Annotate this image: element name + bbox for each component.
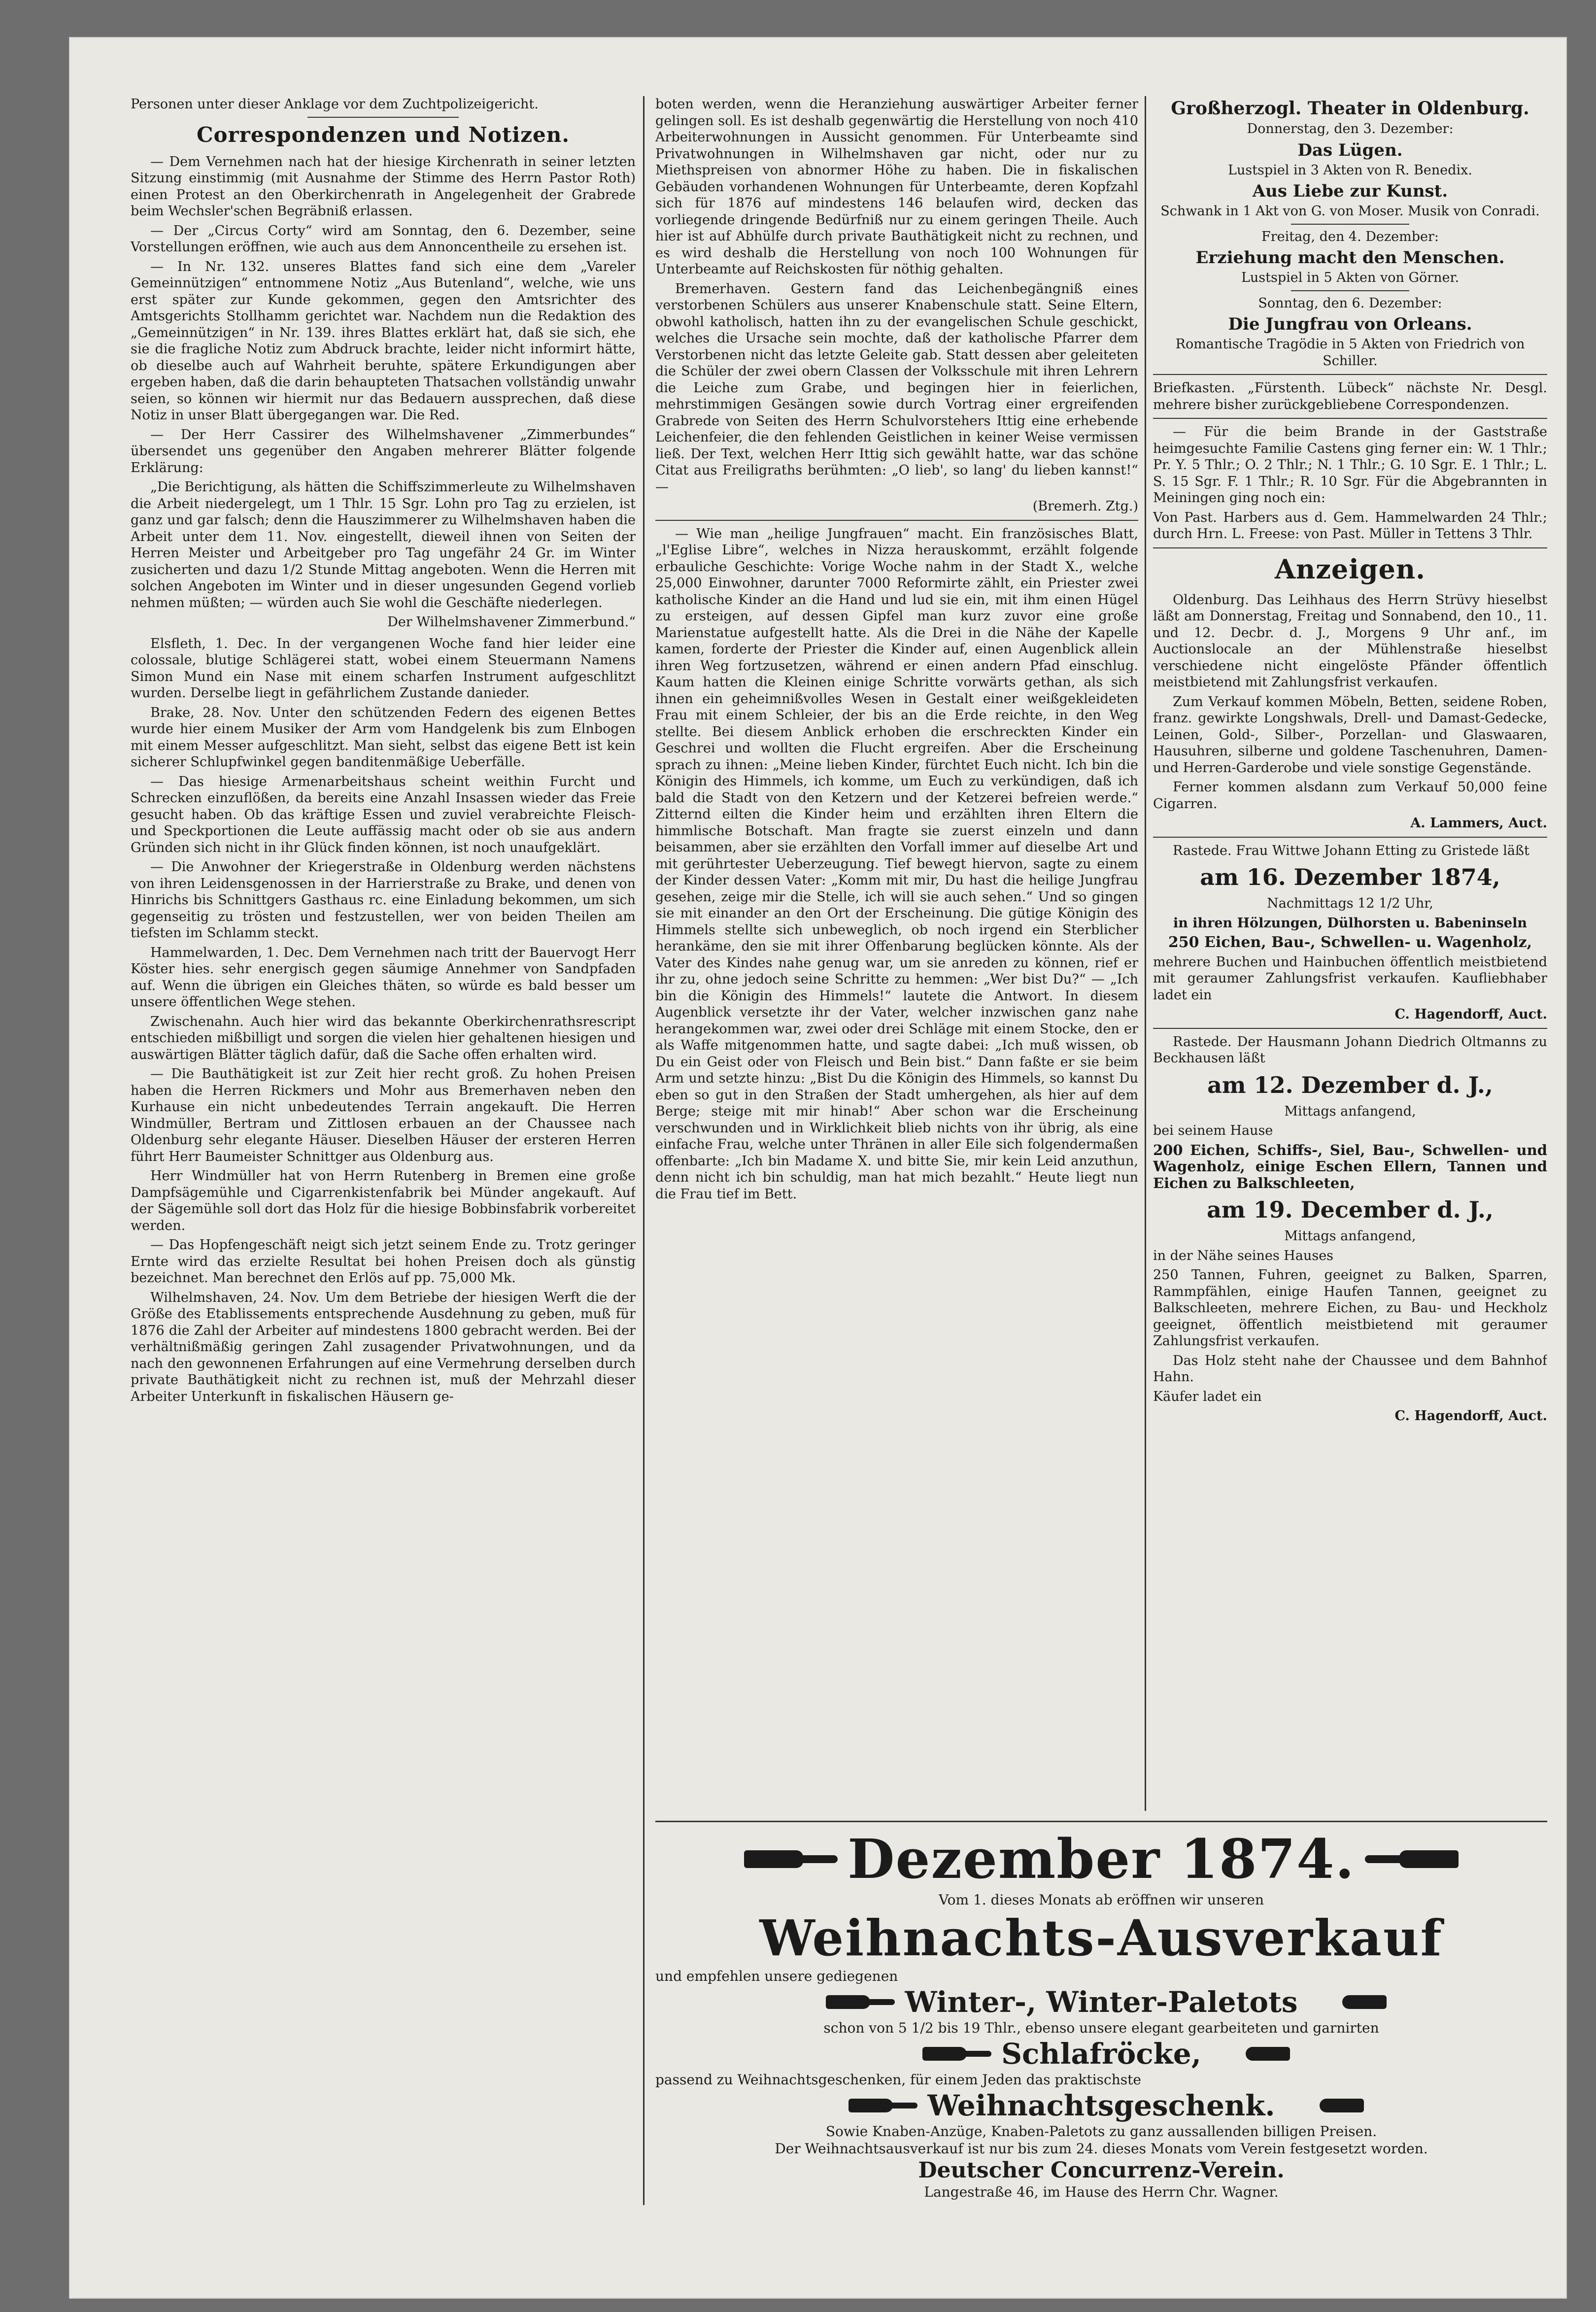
newspaper-page [69,37,1567,2299]
divider [655,520,1138,521]
divider [1153,837,1547,838]
ad-text: 200 Eichen, Schiffs-, Siel, Bau-, Schwellen- und Wagenholz, einige Eschen Ellern, Tannen und Eichen zu Balkschleeten, [1153,1141,1547,1191]
ad-date: am 12. Dezember d. J., [1207,1071,1493,1098]
ad-product-row [655,1985,1547,2019]
ad-text: Mittags anfangend, [1284,1103,1416,1119]
ad-text: mehrere Buchen und Hainbuchen öffentlich meistbietend mit geraumer Zahlungsfrist verkaufen. Kaufliebhaber ladet ein [1153,954,1547,1003]
ad-text: Zum Verkauf kommen Möbeln, Betten, seidene Roben, franz. gewirkte Longshwals, Drell- und Damast-Gedecke, Leinen, Gold-, Silber-, Porzellan- und Glaswaaren, Hausuhren, silberne und goldene Taschenuhren, Damen- und Herren-Garderobe und viele sonstige Gegenstände. [1153,694,1547,776]
donation-notice: — Für die beim Brande in der Gaststraße heimgesuchte Familie Castens ging ferner ein: W. 1 Thlr.; Pr. Y. 5 Thlr.; O. 2 Thlr.; N. 1 Thlr.; G. 10 Sgr. E. 1 Thlr.; L. S. 15 Sgr. F. 1 Thlr.; R. 10 Sgr. Für die Abgebrannten in Meiningen ging noch ein: [1153,424,1547,506]
ad-text: 250 Eichen, Bau-, Schwellen- u. Wagenholz, [1168,934,1532,951]
ad-text: 250 Tannen, Fuhren, geeignet zu Balken, Sparren, Rammpfählen, einige Haufen Tannen, geeignet zu Balkschleeten, mehrere Eichen, zu Bau- und Heckholz geeignet, öffentlich meistbietend mit geraumer Zahlungsfrist verkaufen. [1153,1267,1547,1349]
ad-signature: C. Hagendorff, Auct. [1394,1408,1547,1424]
article-paragraph: — Die Bauthätigkeit ist zur Zeit hier recht groß. Zu hohen Preisen haben die Herren Rickmers und Mohr aus Bremerhaven neben den Kurhause ein nicht unbedeutendes Terrain angekauft. Die Herren Windmüller, Bertram und Zittlosen erbauen an der Chaussee nach Oldenburg sehr elegante Häuser. Dieselben Häuser der ersteren Herren führt Herr Baumeister Schnittger aus Oldenburg aus. [131,1066,636,1164]
divider [1153,374,1547,375]
play-title: Aus Liebe zur Kunst. [1252,181,1448,201]
article-paragraph: — Der „Circus Corty“ wird am Sonntag, den 6. Dezember, seine Vorstellungen eröffnen, wie auch aus dem Annoncentheile zu ersehen ist. [131,223,636,255]
column-left [131,96,636,2200]
article-paragraph: Wilhelmshaven, 24. Nov. Um dem Betriebe der hiesigen Werft die der Größe des Etablissements entsprechende Ausdehnung zu geben, muß für 1876 die Zahl der Arbeiter auf mindestens 1800 gebracht werden. Bei der verhältnißmäßig geringen Zahl zusagender Privatwohnungen, und da nach den gewonnenen Erfahrungen auf eine Vermehrung derselben durch private Bauthätigkeit nicht zu rechnen ist, muß der Mehrzahl dieser Arbeiter Unterkunft in fiskalischen Häusern ge- [131,1290,636,1404]
divider [655,1821,1547,1822]
article-paragraph: — Dem Vernehmen nach hat der hiesige Kirchenrath in seiner letzten Sitzung einstimmig (mit Ausnahme der Stimme des Herrn Pastor Roth) einen Protest an den Oberkirchenrath in Angelegenheit der Grabrede beim Wechsler'schen Begräbniß erlassen. [131,154,636,219]
ad-address: Langestraße 46, im Hause des Herrn Chr. Wagner. [924,2184,1279,2200]
article-paragraph: Brake, 28. Nov. Unter den schützenden Federn des eigenen Bettes wurde hier einem Musiker der Arm vom Handgelenk bis zum Elnbogen mit einem Messer aufgeschlitzt. Man sieht, selbst das eigene Bett ist kein sicherer Schlupfwinkel gegen banditenmäßige Ueberfälle. [131,705,636,770]
article-source: (Bremerh. Ztg.) [1032,499,1138,514]
ad-text: in der Nähe seines Hauses [1153,1248,1334,1263]
ad-signature: A. Lammers, Auct. [1410,816,1547,831]
divider [1153,547,1547,548]
december-advertisement [655,1821,1547,2294]
pointing-hand-right-icon [922,2043,991,2065]
pointing-hand-right-icon [849,2095,917,2116]
ad-text: Rastede. Frau Wittwe Johann Etting zu Gristede läßt [1173,843,1529,858]
pointing-hand-left-icon [1211,2043,1280,2065]
ad-text: Mittags anfangend, [1284,1228,1416,1244]
divider [1153,418,1547,419]
play-info: Schwank in 1 Akt von G. von Moser. Musik von Conradi. [1160,204,1540,219]
column-rule-2 [1145,96,1146,1811]
article-paragraph: Zwischenahn. Auch hier wird das bekannte Oberkirchenrathsrescript entschieden mißbilligt und sorgen die vielen hier gehaltenen hiesigen und auswärtigen Blätter täglich dafür, daß die Sache offen erhalten wird. [131,1014,636,1062]
play-info: Lustspiel in 3 Akten von R. Benedix. [1228,162,1472,178]
ad-line: Sowie Knaben-Anzüge, Knaben-Paletots zu ganz aussallenden billigen Preisen. [825,2123,1377,2140]
article-paragraph: boten werden, wenn die Heranziehung auswärtiger Arbeiter ferner gelingen soll. Es ist deshalb gegenwärtig die Herstellung von noch 410 Arbeiterwohnungen in Aussicht genommen. Für Unterbeamte sind Privatwohnungen in Wilhelmshaven gar nicht, oder nur zu Miethspreisen von abnormer Höhe zu haben. Die in fiskalischen Gebäuden vorhandenen Wohnungen für Unterbeamte, deren Kopfzahl sich für 1876 auf mindestens 146 belaufen wird, decken das vorliegende dringende Bedürfniß nur zu einem geringen Theile. Auch hier ist auf Abhülfe durch private Bauthätigkeit nicht zu rechnen, und es wird deshalb die Herstellung von noch 100 Wohnungen für Unterbeamte auf Reichskosten für nöthig gehalten. [655,97,1138,277]
pointing-hand-left-icon [1285,2095,1354,2116]
divider [1291,290,1409,291]
ad-text: Oldenburg. Das Leihhaus des Herrn Strüvy hieselbst läßt am Donnerstag, Freitag und Sonnabend, den 10., 11. und 12. Decbr. d. J., Morgens 9 Uhr anf., im Auctionslocale an der Mühlenstraße hieselbst verschiedene nicht eingelöste Pfänder öffentlich meistbietend mit Zahlungsfrist verkaufen. [1153,592,1547,690]
play-info: Romantische Tragödie in 5 Akten von Friedrich von Schiller. [1175,337,1525,369]
ad-text: Ferner kommen alsdann zum Verkauf 50,000 feine Cigarren. [1153,780,1547,812]
play-info: Lustspiel in 5 Akten von Görner. [1241,270,1460,285]
pointing-hand-right-icon [826,1991,895,2013]
ad-product-row [655,2037,1547,2071]
ad-product-row [655,2089,1547,2122]
article-paragraph: — Der Herr Cassirer des Wilhelmshavener „Zimmerbundes“ übersendet uns gegenüber den Angaben mehrerer Blätter folgende Erklärung: [131,427,636,476]
article-paragraph: — Die Anwohner der Kriegerstraße in Oldenburg werden nächstens von ihren Leidensgenossen in der Harrierstraße zu Brake, und denen von Hinrichs bis Schnittgers Gasthaus rc. eine Einladung bekommen, um sich gegenseitig zu trösten und festzustellen, wer von beiden Theilen am tiefsten im Schlamm steckt. [131,859,636,941]
divider [1153,1028,1547,1029]
ad-text: Das Holz steht nahe der Chaussee und dem Bahnhof Hahn. [1153,1353,1547,1385]
column-rule-1 [643,96,645,2205]
column-middle [655,96,1138,1845]
article-paragraph: — In Nr. 132. unseres Blattes fand sich eine dem „Vareler Gemeinnützigen“ entnommene Notiz „Aus Butenland“, welche, wie uns erst später zur Kunde gekommen, gegen den Amtsrichter des Amtsgerichts Stollhamm gerichtet war. Nachdem nun die Redaktion des „Gemeinnützigen“ in Nr. 139. ihres Blattes erklärt hat, daß sie sich, ehe sie die fragliche Notiz zum Abdruck brachte, leider nicht informirt hätte, ob dieselbe auch auf Wahrheit beruhte, spätere Erkundigungen aber ergeben haben, daß die darin behaupteten Thatsachen vollständig unwahr seien, so können wir hiermit nur das Bedauern aussprechen, daß diese Notiz in unser Blatt übergegangen war. Die Red. [131,259,636,423]
ad-signature: C. Hagendorff, Auct. [1394,1007,1547,1022]
article-paragraph: Herr Windmüller hat von Herrn Rutenberg in Bremen eine große Dampfsägemühle und Cigarrenkistenfabrik bei Münder angekauft. Auf der Sägemühle soll dort das Holz für die hiesige Bobbinsfabrik vorbereitet werden. [131,1168,636,1233]
pointing-hand-right-icon [744,1844,838,1874]
article-paragraph: — Das Hopfengeschäft neigt sich jetzt seinem Ende zu. Trotz geringer Ernte wird das erzielte Resultat bei hohen Preisen doch als günstig bezeichnet. Man berechnet den Erlös auf pp. 75,000 Mk. [131,1237,636,1286]
ad-title: Dezember 1874. [848,1827,1355,1891]
ad-title-row [655,1827,1547,1891]
section-heading: Correspondenzen und Notizen. [197,122,570,147]
divider [1291,224,1409,225]
ad-product: Schlafröcke, [1001,2037,1201,2071]
theater-date: Sonntag, den 6. Dezember: [1258,295,1442,311]
ads-heading: Anzeigen. [1275,553,1426,585]
ad-line: passend zu Weihnachtsgeschenken, für einem Jeden das praktischste [655,2072,1141,2088]
ad-text: bei seinem Hause [1153,1123,1273,1138]
column-right [1153,96,1547,1845]
intro-text: Personen unter dieser Anklage vor dem Zuchtpolizeigericht. [131,97,539,112]
ad-headline: Weihnachts-Ausverkauf [759,1909,1443,1967]
article-signature: Der Wilhelmshavener Zimmerbund.“ [387,614,636,630]
ad-date: am 16. Dezember 1874, [1200,864,1500,890]
article-paragraph: — Wie man „heilige Jungfrauen“ macht. Ein französisches Blatt, „l'Eglise Libre“, welches in Nizza herauskommt, erzählt folgende erbauliche Geschichte: Vorige Woche nahm in der Stadt X., welche 25,000 Einwohner, darunter 7000 Reformirte zählt, ein Priester zwei katholische Kinder an die Hand und lud sie ein, mit ihm einen Hügel zu ersteigen, auf dessen Gipfel man kurz zuvor eine große Marienstatue aufgestellt hatte. Als die Drei in die Nähe der Kapelle kamen, forderte der Priester die Kinder auf, einen Augenblick allein ihren Weg fortzusetzen, während er einen andern Pfad einschlug. Kaum hatten die Kleinen einige Schritte vorwärts gethan, als sich ihnen ein geheimnißvolles Wesen in Gestalt einer weißgekleideten Frau mit einem Schleier, der bis an die Erde reichte, in den Weg stellte. Bei diesem Anblick erhoben die erschreckten Kinder ein Geschrei und wollten die Flucht ergreifen. Aber die Erscheinung sprach zu ihnen: „Meine lieben Kinder, fürchtet Euch nicht. Ich bin die Königin des Himmels, ich komme, um Euch zu verkündigen, daß ich bald die Stadt von den Ketzern und der Ketzerei befreien werde.“ Zitternd eilten die Kinder heim und erzählten ihren Eltern die himmlische Botschaft. Man fragte sie zuerst einzeln und dann beisammen, aber sie erzählten den Vorfall immer auf dieselbe Art und mit gerührtester Ueberzeugung. Tief bewegt hiervon, sagte zu einem der Kinder dessen Vater: „Komm mit mir, Du hast die heilige Jungfrau gesehen, zeige mir die Stelle, ich will sie auch sehen.“ Und so gingen sie mit einander an den Ort der Erscheinung. Die gütige Königin des Himmels stellte sich unbeweglich, ob noch irgend ein Sterblicher herankäme, den sie mit ihrer Offenbarung beglücken könnte. Als der Vater des Kindes nahe genug war, um sie anreden zu können, rief er ihr zu, ohne jedoch seine Schritte zu hemmen: „Wer bist Du?“ — „Ich bin die Königin des Himmels!“ lautete die Antwort. In diesem Augenblick versetzte ihr der Vater, welcher inzwischen ganz nahe herangekommen war, zwei oder drei Schläge mit einem Stocke, den er als Waffe mitgenommen hatte, und sagte dabei: „Ich muß wissen, ob Du ein Geist oder von Fleisch und Bein bist.“ Dann faßte er sie beim Arm und setzte hinzu: „Bist Du die Königin des Himmels, so kannst Du eben so gut in den Straßen der Stadt umhergehen, als hier auf dem Berge; steige mit mir hinab!“ Aber schon war die Erscheinung verschwunden und in Wirklichkeit blieb nichts von ihr übrig, als eine einfache Frau, welche unter Thränen in aller Eile sich folgendermaßen offenbarte: „Ich bin Madame X. und bitte Sie, mir kein Leid anzuthun, denn nicht ich bin schuldig, man hat mich bezahlt.“ Heute liegt nun die Frau tief im Bett. [655,526,1138,1202]
play-title: Die Jungfrau von Orleans. [1228,314,1472,334]
article-paragraph: Bremerhaven. Gestern fand das Leichenbegängniß eines verstorbenen Schülers aus unserer Knabenschule statt. Seine Eltern, obwohl katholisch, hatten ihn zu der evangelischen Schule geschickt, welches die Ursache sein mochte, daß der katholische Pfarrer dem Verstorbenen nicht das letzte Geleite gab. Statt dessen aber geleiteten die Schüler der zwei obern Classen der Volksschule mit ihren Lehrern die Leiche zum Grabe, und begingen hier in feierlichen, mehrstimmigen Gesängen sowie durch Vortrag einer ergreifenden Grabrede von Seiten des Herrn Schulvorstehers Ittig eine erhebende Leichenfeier, die den fehlenden Geistlichen in keiner Weise vermissen ließ. Der Text, welchen Herr Ittig sich gewählt hatte, war das schöne Citat aus Freiligraths berühmten: „O lieb', so lang' du lieben kannst!“ — [655,281,1138,495]
ad-line: Vom 1. dieses Monats ab eröffnen wir unseren [939,1892,1264,1908]
play-title: Das Lügen. [1297,140,1403,160]
ad-text: in ihren Hölzungen, Dülhorsten u. Babeninseln [1173,915,1528,931]
ad-line: schon von 5 1/2 bis 19 Thlr., ebenso unsere elegant gearbeiteten und garnirten [823,2020,1379,2036]
article-paragraph: „Die Berichtigung, als hätten die Schiffszimmerleute zu Wilhelmshaven die Arbeit niedergelegt, um 1 Thlr. 15 Sgr. Lohn pro Tag zu erzielen, ist ganz und gar falsch; denn die Hauszimmerer zu Wilhelmshaven haben die Arbeit unter dem 11. Nov. eingestellt, dieweil ihnen von Seiten der Herren Meister und Arbeitgeber pro Tag ungefähr 24 Gr. im Winter zusicherten und dazu 1/2 Stunde Mittag angeboten. Wenn die Herren mit solchen Angeboten im Winter und in dieser ungesunden Gegend vorlieb nehmen müßten; — würden auch Sie wohl die Geschäfte niederlegen. [131,479,636,611]
ad-product: Weihnachtsgeschenk. [927,2089,1275,2122]
ad-text: Rastede. Der Hausmann Johann Diedrich Oltmanns zu Beckhausen läßt [1153,1034,1547,1066]
ad-text: Käufer ladet ein [1153,1389,1262,1404]
donation-notice: Von Past. Harbers aus d. Gem. Hammelwarden 24 Thlr.; durch Hrn. L. Freese: von Past. Müller in Tettens 3 Thlr. [1153,510,1547,542]
ad-organization: Deutscher Concurrenz-Verein. [918,2158,1285,2183]
pointing-hand-left-icon [1365,1844,1459,1874]
article-paragraph: Elsfleth, 1. Dec. In der vergangenen Woche fand hier leider eine colossale, blutige Schlägerei statt, wobei einem Steuermann Namens Simon Mund ein Nase mit einem scharfen Instrument aufgeschlitzt wurden. Derselbe liegt in gefährlichem Zustande danieder. [131,636,636,701]
briefkasten: Briefkasten. „Fürstenth. Lübeck“ nächste Nr. Desgl. mehrere bisher zurückgebliebene Correspondenzen. [1153,380,1547,412]
theater-date: Donnerstag, den 3. Dezember: [1247,121,1454,136]
ad-line: und empfehlen unsere gediegenen [655,1968,898,1984]
ad-product: Winter-, Winter-Paletots [905,1985,1298,2019]
article-paragraph: Hammelwarden, 1. Dec. Dem Vernehmen nach tritt der Bauervogt Herr Köster hies. sehr energisch gegen säumige Annehmer von Sandpfaden auf. Wenn die übrigen ein Gleiches thäten, so würde es bald besser um unsere öffentlichen Wege stehen. [131,945,636,1010]
divider [307,117,459,118]
theater-title: Großherzogl. Theater in Oldenburg. [1171,98,1529,119]
ad-line: Der Weihnachtsausverkauf ist nur bis zum 24. dieses Monats vom Verein festgesetzt worden. [775,2141,1428,2157]
theater-date: Freitag, den 4. Dezember: [1261,229,1439,244]
ad-date: am 19. December d. J., [1207,1196,1494,1223]
ad-text: Nachmittags 12 1/2 Uhr, [1267,896,1433,911]
article-paragraph: — Das hiesige Armenarbeitshaus scheint weithin Furcht und Schrecken einzuflößen, da bereits eine Anzahl Insassen wieder das Freie gesucht haben. Ob das kräftige Essen und zuviel verabreichte Fleisch- und Speckportionen die Leute auffässig macht oder ob sie aus andern Gründen sich nicht in ihr Glück finden können, ist noch unaufgeklärt. [131,774,636,855]
play-title: Erziehung macht den Menschen. [1195,248,1505,268]
pointing-hand-left-icon [1308,1991,1377,2013]
